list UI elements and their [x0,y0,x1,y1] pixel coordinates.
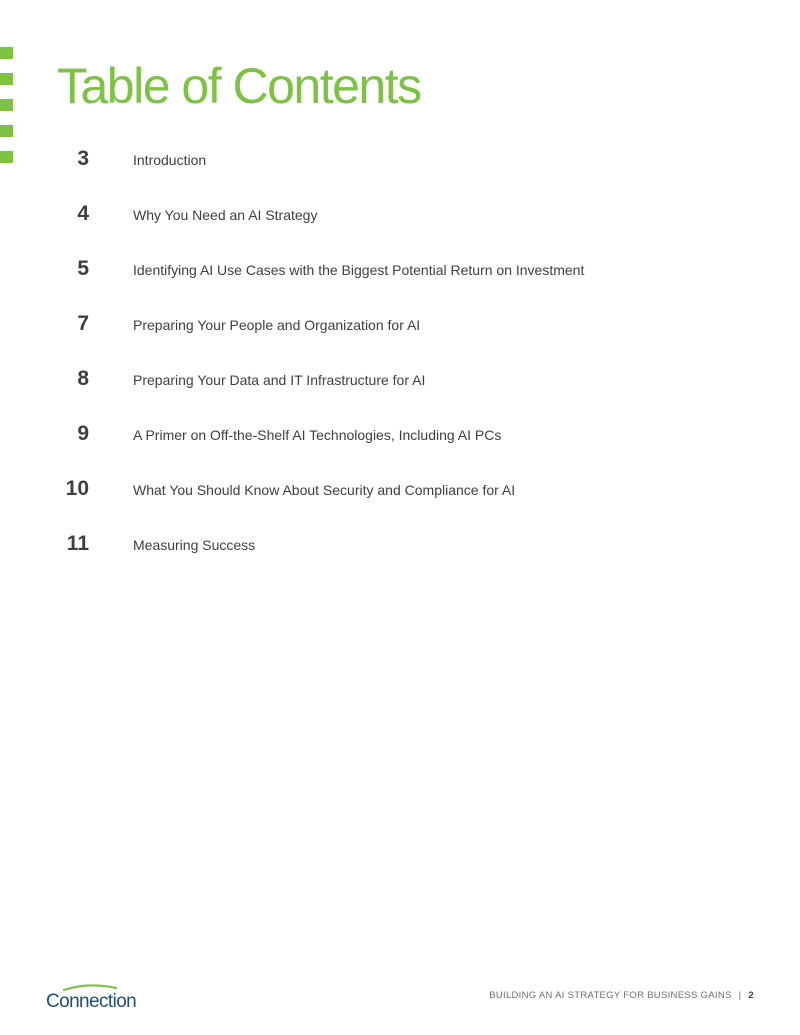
footer-page-number: 2 [748,990,754,1001]
toc-page-number: 11 [66,532,89,555]
toc-entry[interactable] [0,472,800,527]
toc-entry[interactable] [0,197,800,252]
toc-entry-label: Measuring Success [133,537,256,553]
toc-page-number: 9 [77,422,89,445]
footer-document-title: BUILDING AN AI STRATEGY FOR BUSINESS GAINS [489,990,732,1001]
toc-page-number: 8 [77,367,89,390]
table-of-contents [0,142,800,582]
toc-page-number: 10 [65,477,89,500]
toc-entry-label: What You Should Know About Security and Compliance for AI [133,482,516,498]
logo-wordmark: Connection [46,991,137,1011]
toc-entry-label: Preparing Your People and Organization for AI [133,317,421,333]
footer-separator: | [738,990,742,1001]
toc-entry[interactable] [0,362,800,417]
toc-page-number: 5 [77,257,89,280]
toc-entry[interactable] [0,417,800,472]
toc-page-number: 3 [77,147,89,170]
toc-entry[interactable] [0,142,800,197]
toc-page-number: 4 [77,202,89,225]
toc-entry[interactable] [0,252,800,307]
toc-entry-label: Why You Need an AI Strategy [133,207,318,223]
toc-entry-label: A Primer on Off-the-Shelf AI Technologies, Including AI PCs [133,427,502,443]
side-mark [0,125,13,137]
page-title: Table of Contents [57,58,421,114]
side-mark [0,73,13,85]
side-mark [0,99,13,111]
connection-logo-mark [46,983,156,1011]
toc-entry[interactable] [0,527,800,582]
toc-page-number: 7 [77,312,89,335]
toc-entry-label: Preparing Your Data and IT Infrastructure for AI [133,372,426,388]
connection-logo [46,983,156,1011]
toc-entry-label: Introduction [133,152,207,168]
toc-entry-label: Identifying AI Use Cases with the Biggest Potential Return on Investment [133,262,585,278]
toc-entry[interactable] [0,307,800,362]
footer-meta [489,988,754,1004]
side-mark [0,47,13,59]
